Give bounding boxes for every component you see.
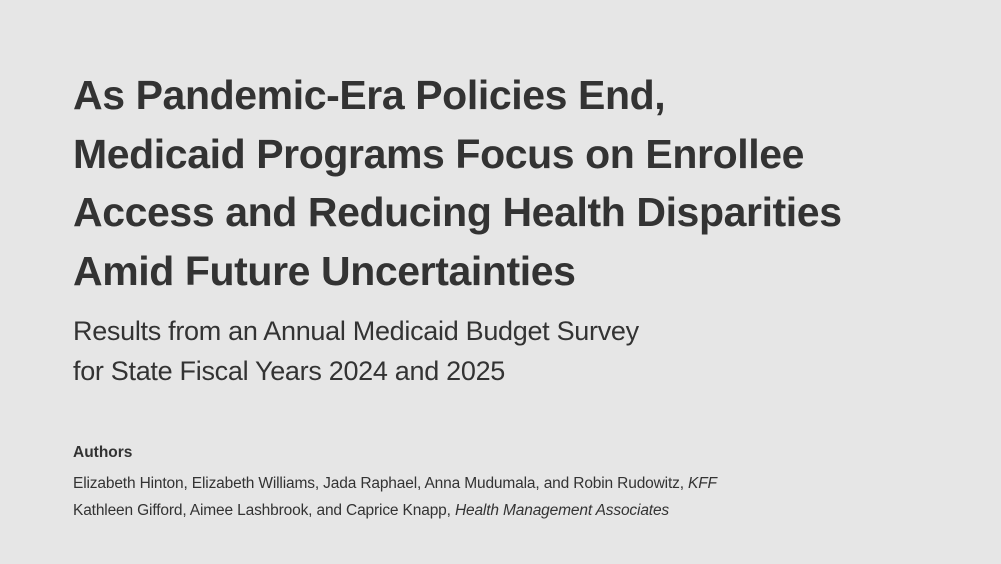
author-organization: KFF	[688, 475, 717, 492]
author-organization: Health Management Associates	[454, 502, 670, 519]
title-line: Access and Reducing Health Disparities	[73, 189, 842, 235]
subtitle-line: Results from an Annual Medicaid Budget Survey	[73, 316, 639, 346]
authors-list	[73, 470, 717, 524]
subtitle-line: for State Fiscal Years 2024 and 2025	[73, 356, 506, 386]
report-title	[73, 66, 973, 300]
author-group	[73, 470, 717, 497]
title-line: Medicaid Programs Focus on Enrollee	[73, 130, 805, 177]
author-group	[73, 497, 717, 524]
title-line: As Pandemic-Era Policies End,	[73, 72, 666, 118]
author-names: Kathleen Gifford, Aimee Lashbrook, and Caprice Knapp,	[73, 502, 455, 519]
authors-heading: Authors	[73, 444, 133, 461]
title-line: Amid Future Uncertainties	[73, 247, 576, 294]
report-subtitle	[73, 311, 639, 391]
author-names: Elizabeth Hinton, Elizabeth Williams, Jada Raphael, Anna Mudumala, and Robin Rudowitz,	[73, 475, 689, 492]
